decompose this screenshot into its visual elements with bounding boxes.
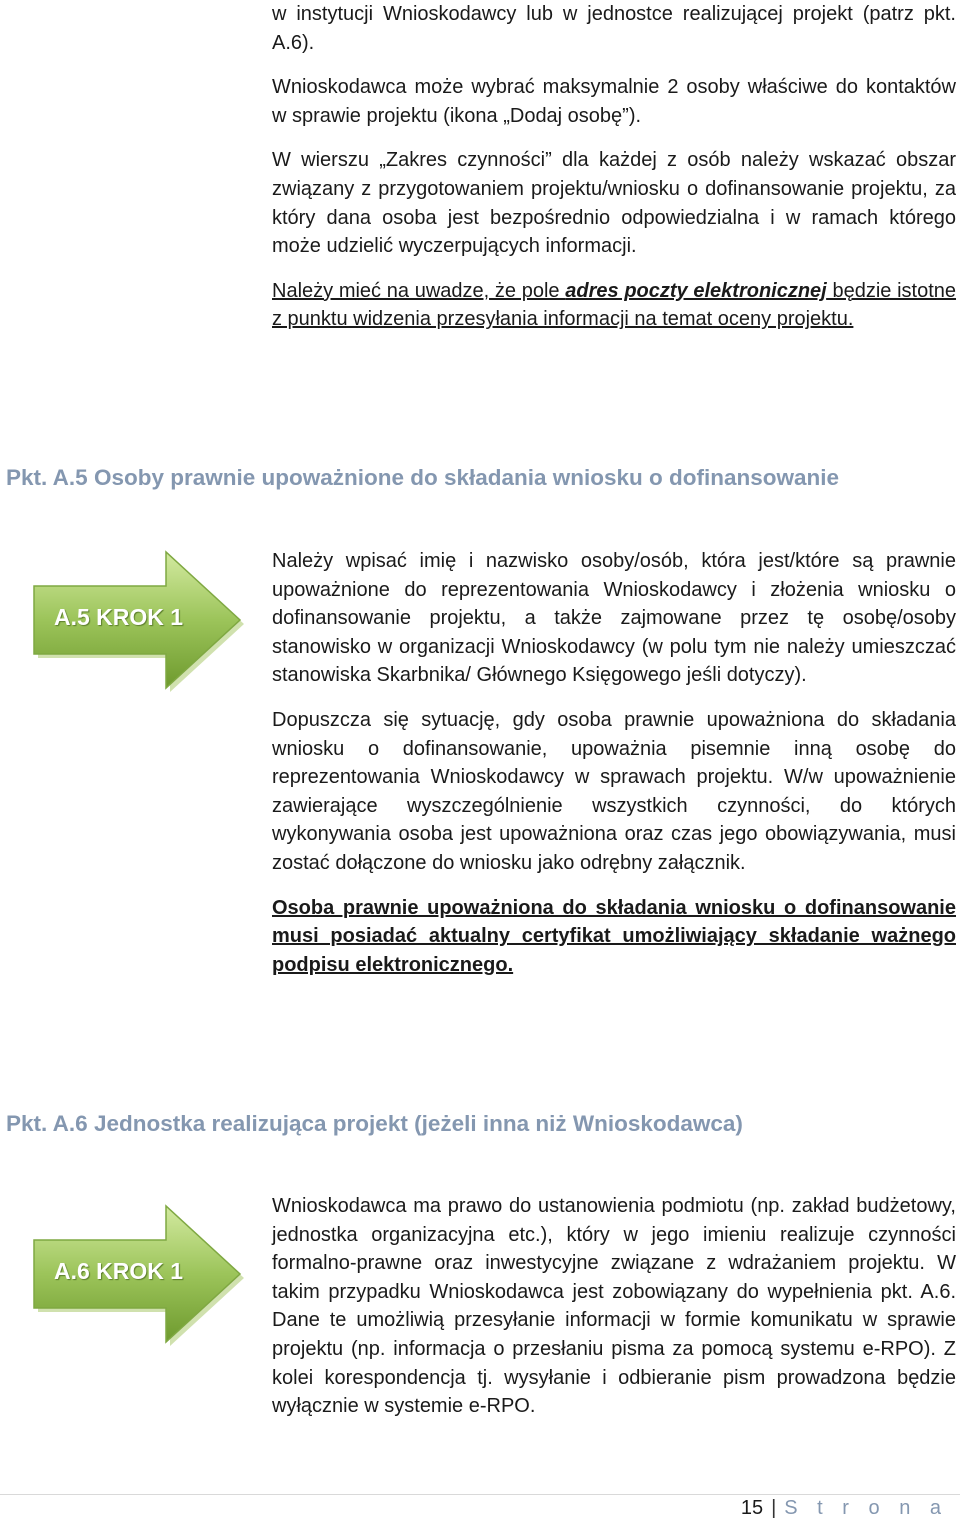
intro-paragraph-2: Wnioskodawca może wybrać maksymalnie 2 osoby właściwe do kontaktów w sprawie projektu (ikona „Dodaj osobę”). bbox=[272, 76, 956, 127]
footer-divider bbox=[0, 1494, 960, 1495]
step-a6-label: A.6 KROK 1 bbox=[54, 1258, 184, 1284]
intro-paragraph-email-note bbox=[272, 277, 956, 334]
page-word: S t r o n a bbox=[784, 1497, 948, 1519]
section-a5-heading: Pkt. A.5 Osoby prawnie upoważnione do składania wniosku o dofinansowanie bbox=[6, 465, 840, 490]
page-footer bbox=[741, 1497, 948, 1520]
email-field-emphasis: adres poczty elektronicznej bbox=[565, 279, 827, 302]
intro-paragraph-1: w instytucji Wnioskodawcy lub w jednostce realizującej projekt (patrz pkt. A.6). bbox=[272, 3, 956, 54]
step-a5-label: A.5 KROK 1 bbox=[54, 604, 184, 630]
intro-paragraph-3: W wierszu „Zakres czynności” dla każdej z osób należy wskazać obszar związany z przygotowaniem projektu/wniosku o dofinansowanie projektu, za który dana osoba jest bezpośrednio odpowiedzialna i w ramach którego może udzielić wyczerpujących informacji. bbox=[272, 149, 956, 258]
a5-paragraph-2: Dopuszcza się sytuację, gdy osoba prawnie upoważniona do składania wniosku o dofinansowanie, upoważnia pisemnie inną osobę do reprezentowania Wnioskodawcy w sprawach projektu. W/w upoważnienie zawierające wyszczególnienie wszystkich czynności, do których wykonywania osoba jest upoważniona oraz czas jego obowiązywania, musi zostać dołączone do wniosku jako odrębny załącznik. bbox=[272, 708, 956, 874]
email-note-before: Należy mieć na uwadze, że pole bbox=[272, 279, 566, 302]
section-a6-body bbox=[272, 1192, 956, 1421]
footer-separator: | bbox=[771, 1497, 777, 1519]
a5-paragraph-1: Należy wpisać imię i nazwisko osoby/osób, która jest/które są prawnie upoważnione do reprezentowania Wnioskodawcy i złożenia wniosku o dofinansowanie projektu, a także zajmowane przez tę osobę/osoby stanowisko w organizacji Wnioskodawcy (w polu tym nie należy umieszczać stanowiska Skarbnika/ Głównego Księgowego jeśli dotyczy). bbox=[272, 550, 956, 687]
a6-paragraph-1: Wnioskodawca ma prawo do ustanowienia podmiotu (np. zakład budżetowy, jednostka organizacyjna etc.), który w jego imieniu realizuje czynności formalno-prawne oraz inwestycyjne związane z wdrażaniem projektu. W takim przypadku Wnioskodawca jest zobowiązany do wypełnienia pkt. A.6. Dane te umożliwią przesyłanie informacji w formie komunikatu w sprawie projektu (np. informacja o przesłaniu pisma za pomocą systemu e-RPO). Z kolei korespondencja tj. wysyłanie i odbieranie pism prowadzona będzie wyłącznie w systemie e-RPO. bbox=[272, 1195, 956, 1418]
email-note-after: będzie istotne z punktu widzenia przesyłania informacji na temat oceny projektu. bbox=[272, 279, 957, 331]
intro-section bbox=[272, 0, 956, 334]
page-number: 15 bbox=[740, 1497, 764, 1519]
section-a6-heading: Pkt. A.6 Jednostka realizująca projekt (jeżeli inna niż Wnioskodawca) bbox=[6, 1111, 743, 1136]
section-a5-body bbox=[272, 547, 956, 979]
a5-paragraph-certificate: Osoba prawnie upoważniona do składania wniosku o dofinansowanie musi posiadać aktualny certyfikat umożliwiający składanie ważnego podpisu elektronicznego. bbox=[272, 896, 956, 976]
